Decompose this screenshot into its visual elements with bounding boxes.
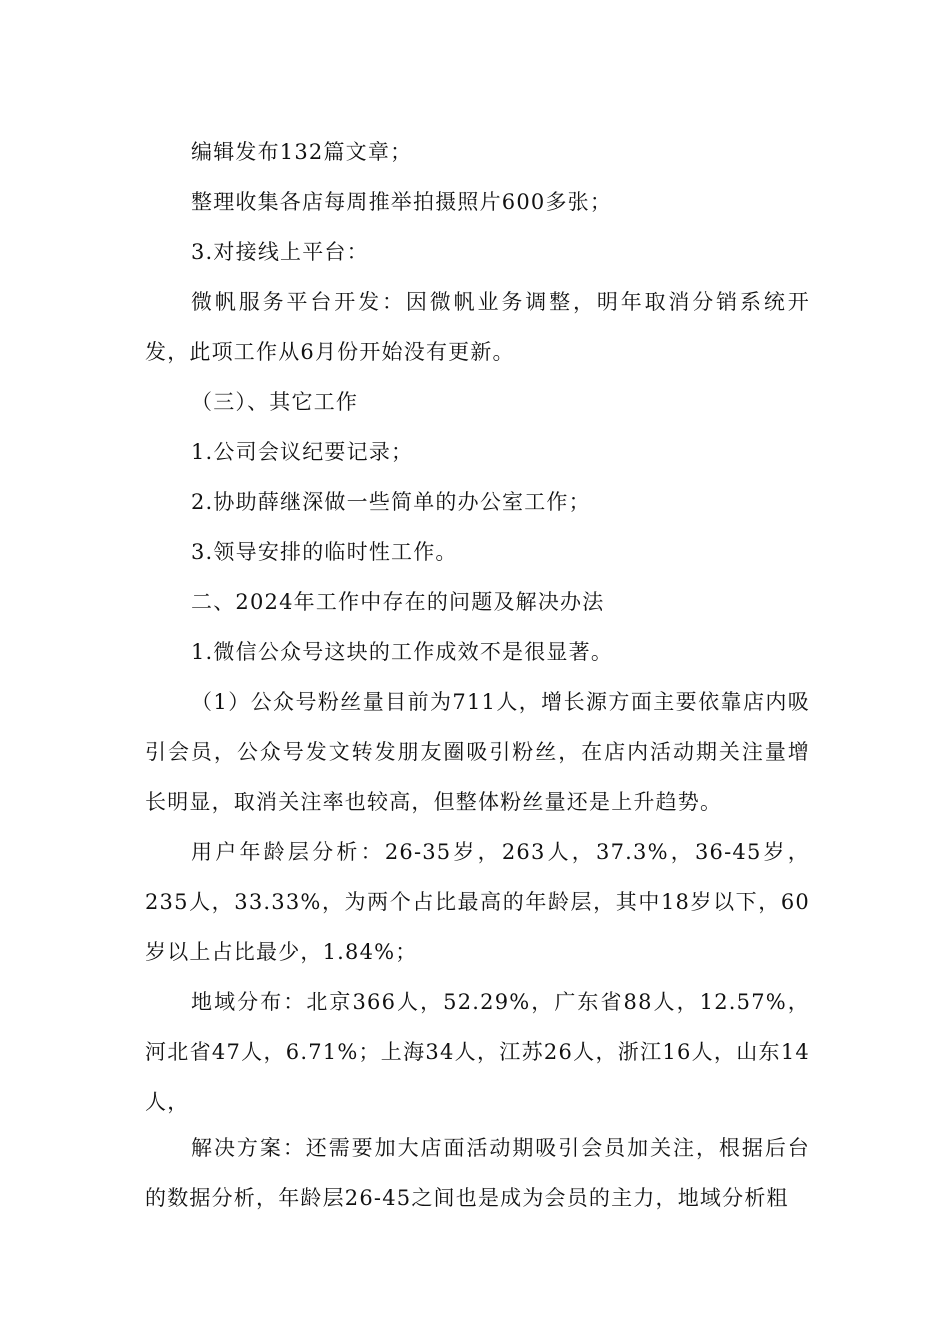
paragraph-region-distribution: 地域分布：北京366人，52.29%，广东省88人，12.57%，河北省47人，6.71%；上海34人，江苏26人，浙江16人，山东14人， (145, 990, 810, 1114)
paragraph-temporary-work: 3.领导安排的临时性工作。 (191, 540, 458, 564)
paragraph-meeting-minutes: 1.公司会议纪要记录； (191, 440, 414, 464)
section-heading-problems: 二、2024年工作中存在的问题及解决办法 (191, 590, 605, 614)
paragraph-online-platform-heading: 3.对接线上平台： (191, 240, 369, 264)
paragraph-age-analysis: 用户年龄层分析：26-35岁，263人，37.3%，36-45岁，235人，33.33%，为两个占比最高的年龄层，其中18岁以下，60岁以上占比最少，1.84%； (145, 840, 810, 964)
paragraph-wechat-effect: 1.微信公众号这块的工作成效不是很显著。 (191, 640, 614, 664)
document-body (145, 127, 810, 1127)
paragraph-articles: 编辑发布132篇文章； (191, 140, 413, 164)
paragraph-weifan-platform: 微帆服务平台开发：因微帆业务调整，明年取消分销系统开发，此项工作从6月份开始没有更新。 (145, 290, 810, 364)
paragraph-solution: 解决方案：还需要加大店面活动期吸引会员加关注，根据后台的数据分析，年龄层26-45之间也是成为会员的主力，地域分析粗 (145, 1136, 810, 1210)
section-heading-other-work: （三）、其它工作 (191, 390, 359, 414)
paragraph-office-assist: 2.协助薛继深做一些简单的办公室工作； (191, 490, 591, 514)
document-body-continued (145, 1123, 810, 1223)
paragraph-follower-count: （1）公众号粉丝量目前为711人，增长源方面主要依靠店内吸引会员，公众号发文转发朋友圈吸引粉丝，在店内活动期关注量增长明显，取消关注率也较高，但整体粉丝量还是上升趋势。 (145, 690, 810, 814)
paragraph-photos: 整理收集各店每周推举拍摄照片600多张； (191, 190, 613, 214)
